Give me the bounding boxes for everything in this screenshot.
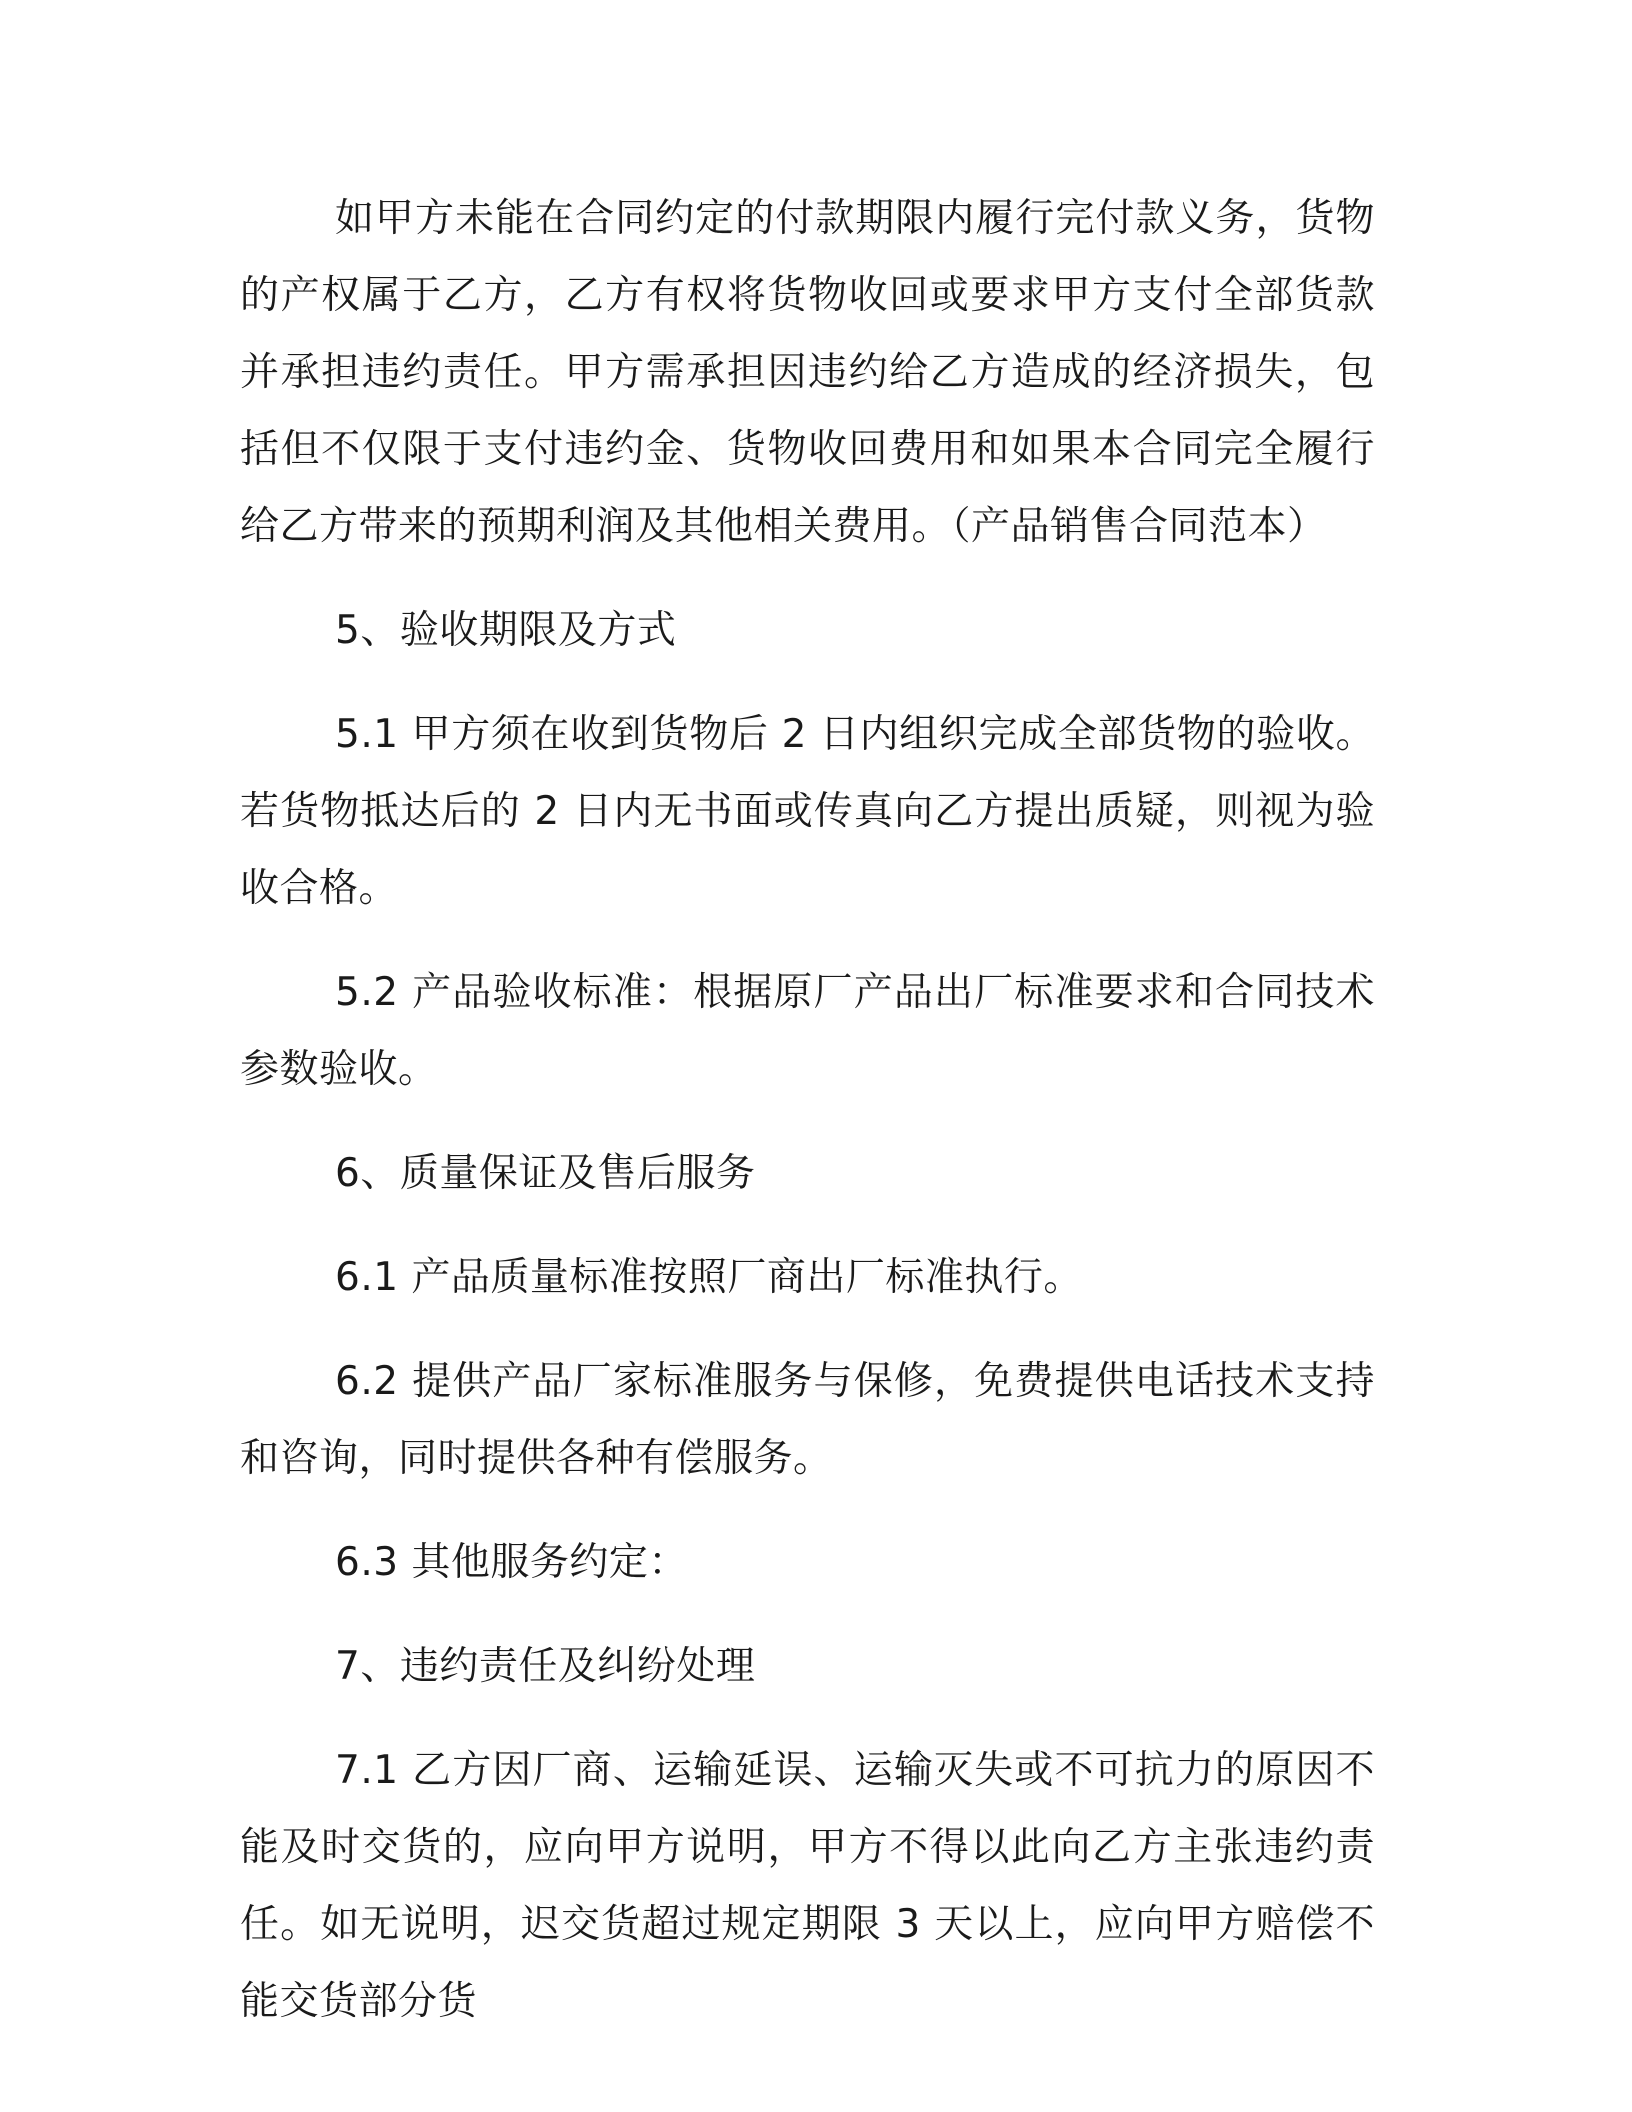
clause-5-1: 5.1 甲方须在收到货物后 2 日内组织完成全部货物的验收。若货物抵达后的 2 日内无书面或传真向乙方提出质疑，则视为验收合格。 — [240, 712, 1375, 911]
clause-6-2: 6.2 提供产品厂家标准服务与保修，免费提供电话技术支持和咨询，同时提供各种有偿服务。 — [240, 1359, 1375, 1481]
clause-6-1: 6.1 产品质量标准按照厂商出厂标准执行。 — [335, 1255, 1083, 1300]
clause-7-1: 7.1 乙方因厂商、运输延误、运输灭失或不可抗力的原因不能及时交货的，应向甲方说明，甲方不得以此向乙方主张违约责任。如无说明，迟交货超过规定期限 3 天以上，应向甲方赔偿不能交货部分货 — [240, 1748, 1375, 2024]
clause-6-3: 6.3 其他服务约定： — [335, 1540, 688, 1585]
section-heading-5: 5、验收期限及方式 — [335, 608, 677, 653]
paragraph-payment-default: 如甲方未能在合同约定的付款期限内履行完付款义务，货物的产权属于乙方，乙方有权将货物收回或要求甲方支付全部货款并承担违约责任。甲方需承担因违约给乙方造成的经济损失，包括但不仅限于支付违约金、货物收回费用和如果本合同完全履行给乙方带来的预期利润及其他相关费用。（产品销售合同范本） — [240, 196, 1375, 549]
document-body — [240, 180, 1375, 2067]
section-heading-7: 7、违约责任及纠纷处理 — [335, 1644, 756, 1689]
clause-5-2: 5.2 产品验收标准：根据原厂产品出厂标准要求和合同技术参数验收。 — [240, 970, 1375, 1092]
section-heading-6: 6、质量保证及售后服务 — [335, 1151, 756, 1196]
